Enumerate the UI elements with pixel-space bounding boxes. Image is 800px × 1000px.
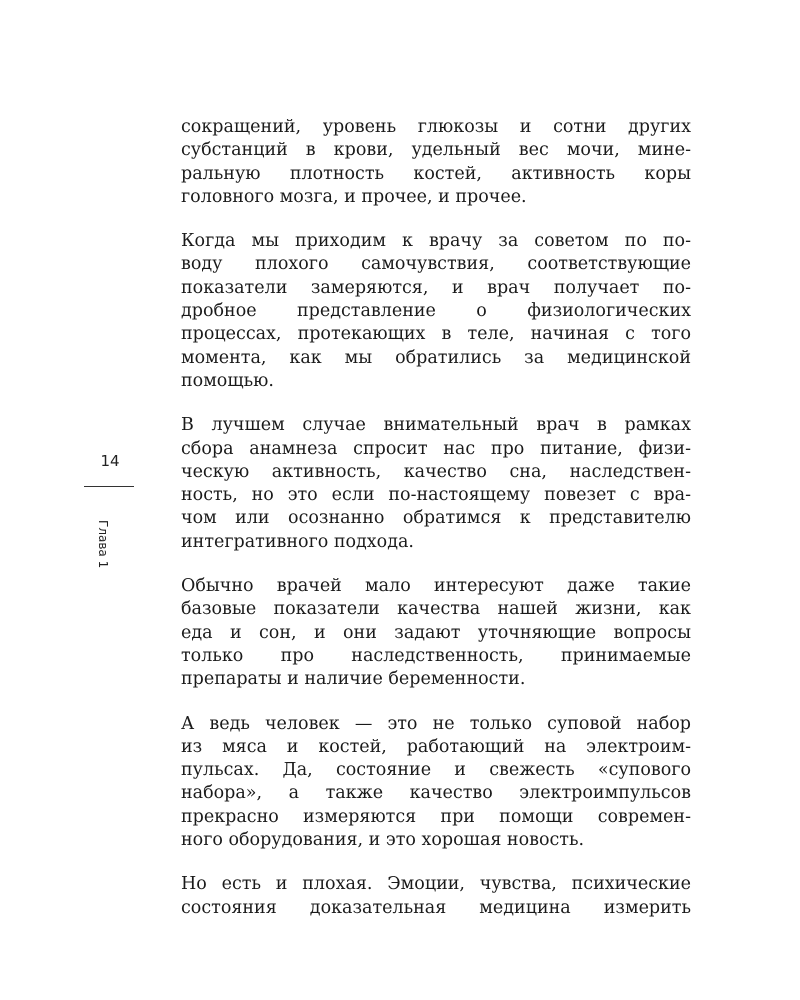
- paragraph: [181, 873, 691, 920]
- text-line: состояния доказательная медицина измерить: [181, 897, 691, 918]
- text-line: момента, как мы обратились за медицинской: [181, 347, 691, 368]
- text-line: сбора анамнеза спросит нас про питание, физи-: [181, 438, 691, 459]
- text-line: Когда мы приходим к врачу за советом по по-: [181, 231, 691, 252]
- paragraph: [181, 116, 691, 209]
- page-number: 14: [100, 452, 120, 470]
- text-line: набора», а также качество электроимпульсов: [181, 783, 691, 804]
- text-line: А ведь человек — это не только суповой набор: [181, 713, 691, 734]
- text-line: ность, но это если по-настоящему повезет с вра-: [181, 485, 691, 506]
- text-line: ного оборудования, и это хорошая новость.: [181, 830, 585, 851]
- text-line: процессах, протекающих в теле, начиная с того: [181, 324, 691, 345]
- paragraph: [181, 230, 691, 393]
- folio-divider: [84, 486, 134, 487]
- text-line: еда и сон, и они задают уточняющие вопросы: [181, 622, 691, 643]
- text-line: воду плохого самочувствия, соответствующие: [181, 254, 691, 275]
- text-line: помощью.: [181, 370, 274, 391]
- text-line: базовые показатели качества нашей жизни, как: [181, 599, 691, 620]
- text-line: прекрасно измеряются при помощи современ-: [181, 806, 691, 827]
- text-line: ральную плотность костей, активность коры: [181, 163, 691, 184]
- text-line: препараты и наличие беременности.: [181, 669, 526, 690]
- text-line: сокращений, уровень глюкозы и сотни других: [181, 117, 691, 137]
- body-text: [181, 116, 691, 941]
- running-head-chapter: Глава 1: [96, 520, 110, 569]
- text-line: показатели замеряются, и врач получает по-: [181, 277, 691, 298]
- text-line: дробное представление о физиологических: [181, 301, 691, 322]
- text-line: субстанций в крови, удельный вес мочи, мине-: [181, 140, 691, 161]
- paragraph: [181, 575, 691, 691]
- text-line: чом или осознанно обратимся к представителю: [181, 508, 691, 529]
- text-line: головного мозга, и прочее, и прочее.: [181, 186, 527, 207]
- paragraph: [181, 414, 691, 554]
- text-line: ческую активность, качество сна, наследствен-: [181, 461, 691, 482]
- text-line: Но есть и плохая. Эмоции, чувства, психические: [181, 874, 691, 895]
- paragraph: [181, 713, 691, 853]
- text-line: из мяса и костей, работающий на электроим-: [181, 736, 691, 757]
- text-line: только про наследственность, принимаемые: [181, 645, 691, 666]
- text-line: интегративного подхода.: [181, 531, 414, 552]
- text-line: В лучшем случае внимательный врач в рамках: [181, 415, 691, 436]
- text-line: пульсах. Да, состояние и свежесть «супового: [181, 760, 691, 781]
- text-line: Обычно врачей мало интересуют даже такие: [181, 576, 691, 597]
